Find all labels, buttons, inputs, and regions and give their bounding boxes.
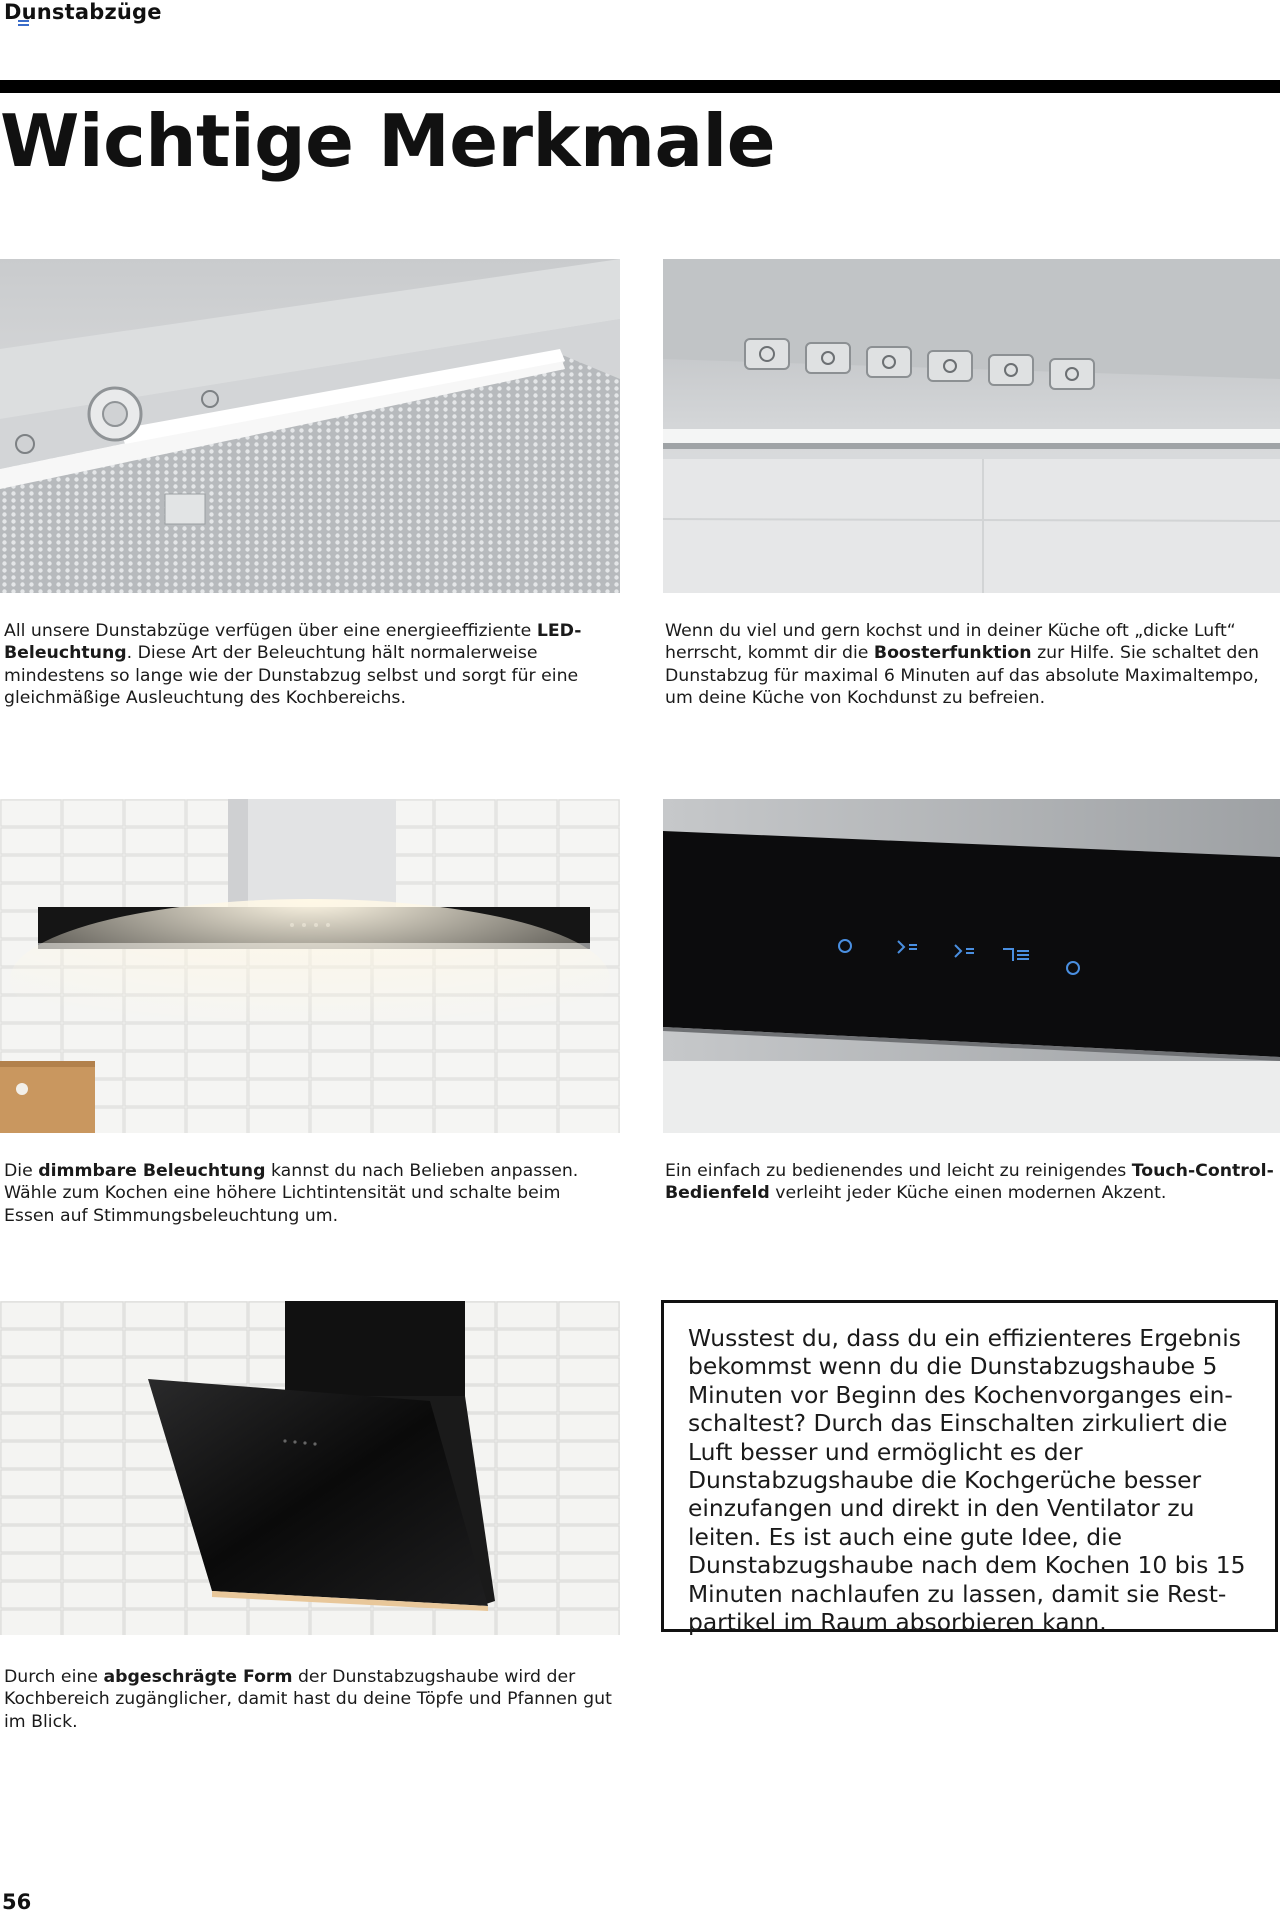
feature-caption-booster: Wenn du viel und gern kochst und in deiner Küche oft „dicke Luft“ herrscht, kommt dir die Boosterfunktion zur Hilfe. Sie schaltet den Dunstabzug für maximal 6 Minuten auf das absolute Maximaltempo, um deine Küche von Kochdunst zu befreien. bbox=[665, 621, 1259, 708]
extractor-hood-touch-control-photo bbox=[663, 799, 1280, 1133]
page-title: Wichtige Merkmale bbox=[0, 99, 776, 183]
feature-caption-led: All unsere Dunstabzüge verfügen über eine energieeffiziente LED-Beleuchtung. Diese Art der Beleuchtung hält normalerweise mindestens so lange wie der Dunstabzug selbst und sorgt für eine gleichmäßige Ausleuchtung des Kochbereichs. bbox=[4, 621, 582, 708]
extractor-hood-dimmable-light-photo bbox=[0, 799, 620, 1133]
feature-caption-angled: Durch eine abgeschrägte Form der Dunstabzugshaube wird der Kochbereich zugänglicher, damit hast du deine Töpfe und Pfannen gut im Blick. bbox=[4, 1667, 612, 1732]
extractor-hood-led-light-photo bbox=[0, 259, 620, 593]
feature-caption-touch-control: Ein einfach zu bedienendes und leicht zu reinigendes Touch-Control-Bedienfeld verleiht jeder Küche einen modernen Akzent. bbox=[665, 1161, 1274, 1204]
section-marker-icon bbox=[18, 20, 29, 26]
section-label: Dunstabzüge bbox=[4, 0, 162, 24]
extractor-hood-button-panel-photo bbox=[663, 259, 1280, 593]
info-box bbox=[661, 1300, 1278, 1637]
top-rule bbox=[0, 80, 1280, 93]
extractor-hood-angled-shape-photo bbox=[0, 1301, 620, 1635]
info-box-text: Wusstest du, dass du ein effizienteres Ergebnis bekommst wenn du die Dunstabzugshaube 5 Minuten vor Beginn des Kochenvorganges einschaltest? Durch das Einschalten zirkuliert die Luft besser und ermöglicht es der Dunstabzugshaube die Kochgerüche besser einzufangen und direkt in den Ventilator zu leiten. Es ist auch eine gute Idee, die Dunstabzugshaube nach dem Kochen 10 bis 15 Minuten nachlaufen zu lassen, damit sie Restpartikel im Raum absorbieren kann. bbox=[688, 1324, 1246, 1637]
page-number: 56 bbox=[2, 1890, 32, 1914]
feature-caption-dimmable: Die dimmbare Beleuchtung kannst du nach Belieben anpassen. Wähle zum Kochen eine höhere Lichtintensität und schalte beim Essen auf Stimmungsbeleuchtung um. bbox=[4, 1161, 579, 1226]
